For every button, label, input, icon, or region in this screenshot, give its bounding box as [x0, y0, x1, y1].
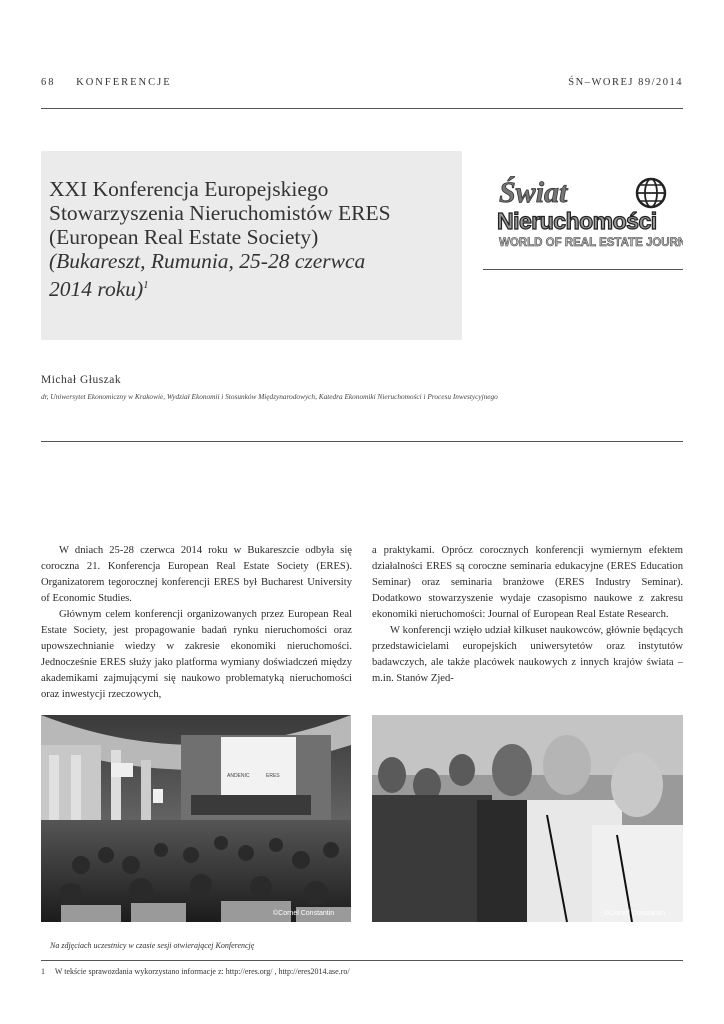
footnote [41, 967, 350, 976]
globe-icon [637, 179, 665, 207]
article-title [49, 177, 454, 301]
footnote-text: W tekście sprawozdania wykorzystano informacje z: http://eres.org/ , http://eres2014.ase.ro/ [54, 967, 350, 976]
journal-logo [495, 176, 683, 254]
title-line-5-text: 2014 roku) [49, 277, 144, 302]
logo-tagline: WORLD OF REAL ESTATE JOURNAL [499, 237, 683, 249]
journal-issue: ŚN–WOREJ 89/2014 [568, 77, 683, 88]
audience-photo [372, 715, 683, 922]
paragraph: Głównym celem konferencji organizowanych przez European Real Estate Society, jest propagowanie badań rynku nieruchomości oraz upowszechnianie wiedzy w zakresie ekonomiki nieruchomości. Jednocześnie ERES służy jako platforma wymiany doświadczeń między akademikami zajmującymi się naukowo problematyką nieruchomości oraz inwestycji rzeczowych, [41, 609, 352, 700]
paragraph: a praktykami. Oprócz corocznych konferencji wymiernym efektem działalności ERES są coroczne seminaria edukacyjne (ERES Education Seminar) oraz seminaria branżowe (ERES Industry Seminar). Dodatkowo stowarzyszenie wydaje czasopismo naukowe z zakresu ekonomiki nieruchomości: Journal of European Real Estate Research. [372, 545, 683, 620]
photo-credit-2: ©Cornel Constantin [604, 910, 666, 917]
body-column-2 [372, 543, 683, 687]
header-rule [41, 108, 683, 109]
screen-logo-1: ANDENIC [227, 773, 250, 779]
footnote-number: 1 [41, 967, 45, 976]
logo-word-2: Nieruchomości [497, 208, 657, 234]
title-line-5 [49, 273, 454, 301]
title-box [41, 151, 462, 340]
author-name: Michał Głuszak [41, 374, 122, 386]
paragraph: W konferencji wzięło udział kilkuset naukowców, głównie będących przedstawicielami europejskich uniwersytetów oraz instytutów badawczych, ale także placówek naukowych z innych krajów świata – m.in. Stanów Zjed- [372, 625, 683, 684]
screen-logo-2: ERES [266, 773, 280, 779]
title-line-2: Stowarzyszenia Nieruchomistów ERES [49, 201, 391, 225]
title-line-4: (Bukareszt, Rumunia, 25-28 czerwca [49, 249, 366, 273]
footnote-rule [41, 960, 683, 961]
projection-screen [221, 737, 296, 795]
page-number: 68 [41, 77, 56, 88]
title-footnote-mark: 1 [143, 279, 149, 291]
photo-credit-1: ©Cornel Constantin [273, 910, 335, 917]
title-line-3: (European Real Estate Society) [49, 225, 319, 249]
logo-word-1: Świat [499, 176, 568, 209]
running-header-left [41, 77, 172, 88]
author-affiliation: dr, Uniwersytet Ekonomiczny w Krakowie, Wydział Ekonomii i Stosunków Międzynarodowych, Katedra Ekonomiki Nieruchomości i Procesu Inwestycyjnego [41, 392, 498, 401]
section-name: KONFERENCJE [76, 77, 172, 88]
conference-hall-photo [41, 715, 351, 922]
paragraph: W dniach 25-28 czerwca 2014 roku w Bukareszcie odbyła się coroczna 21. Konferencja European Real Estate Society (ERES). Organizatorem tegorocznej konferencji ERES był Bucharest University of Economic Studies. [41, 545, 352, 604]
author-rule [41, 441, 683, 442]
body-column-1 [41, 543, 352, 703]
logo-rule [483, 269, 683, 270]
photo-caption: Na zdjęciach uczestnicy w czasie sesji otwierającej Konferencję [50, 941, 255, 950]
title-line-1: XXI Konferencja Europejskiego [49, 177, 329, 201]
